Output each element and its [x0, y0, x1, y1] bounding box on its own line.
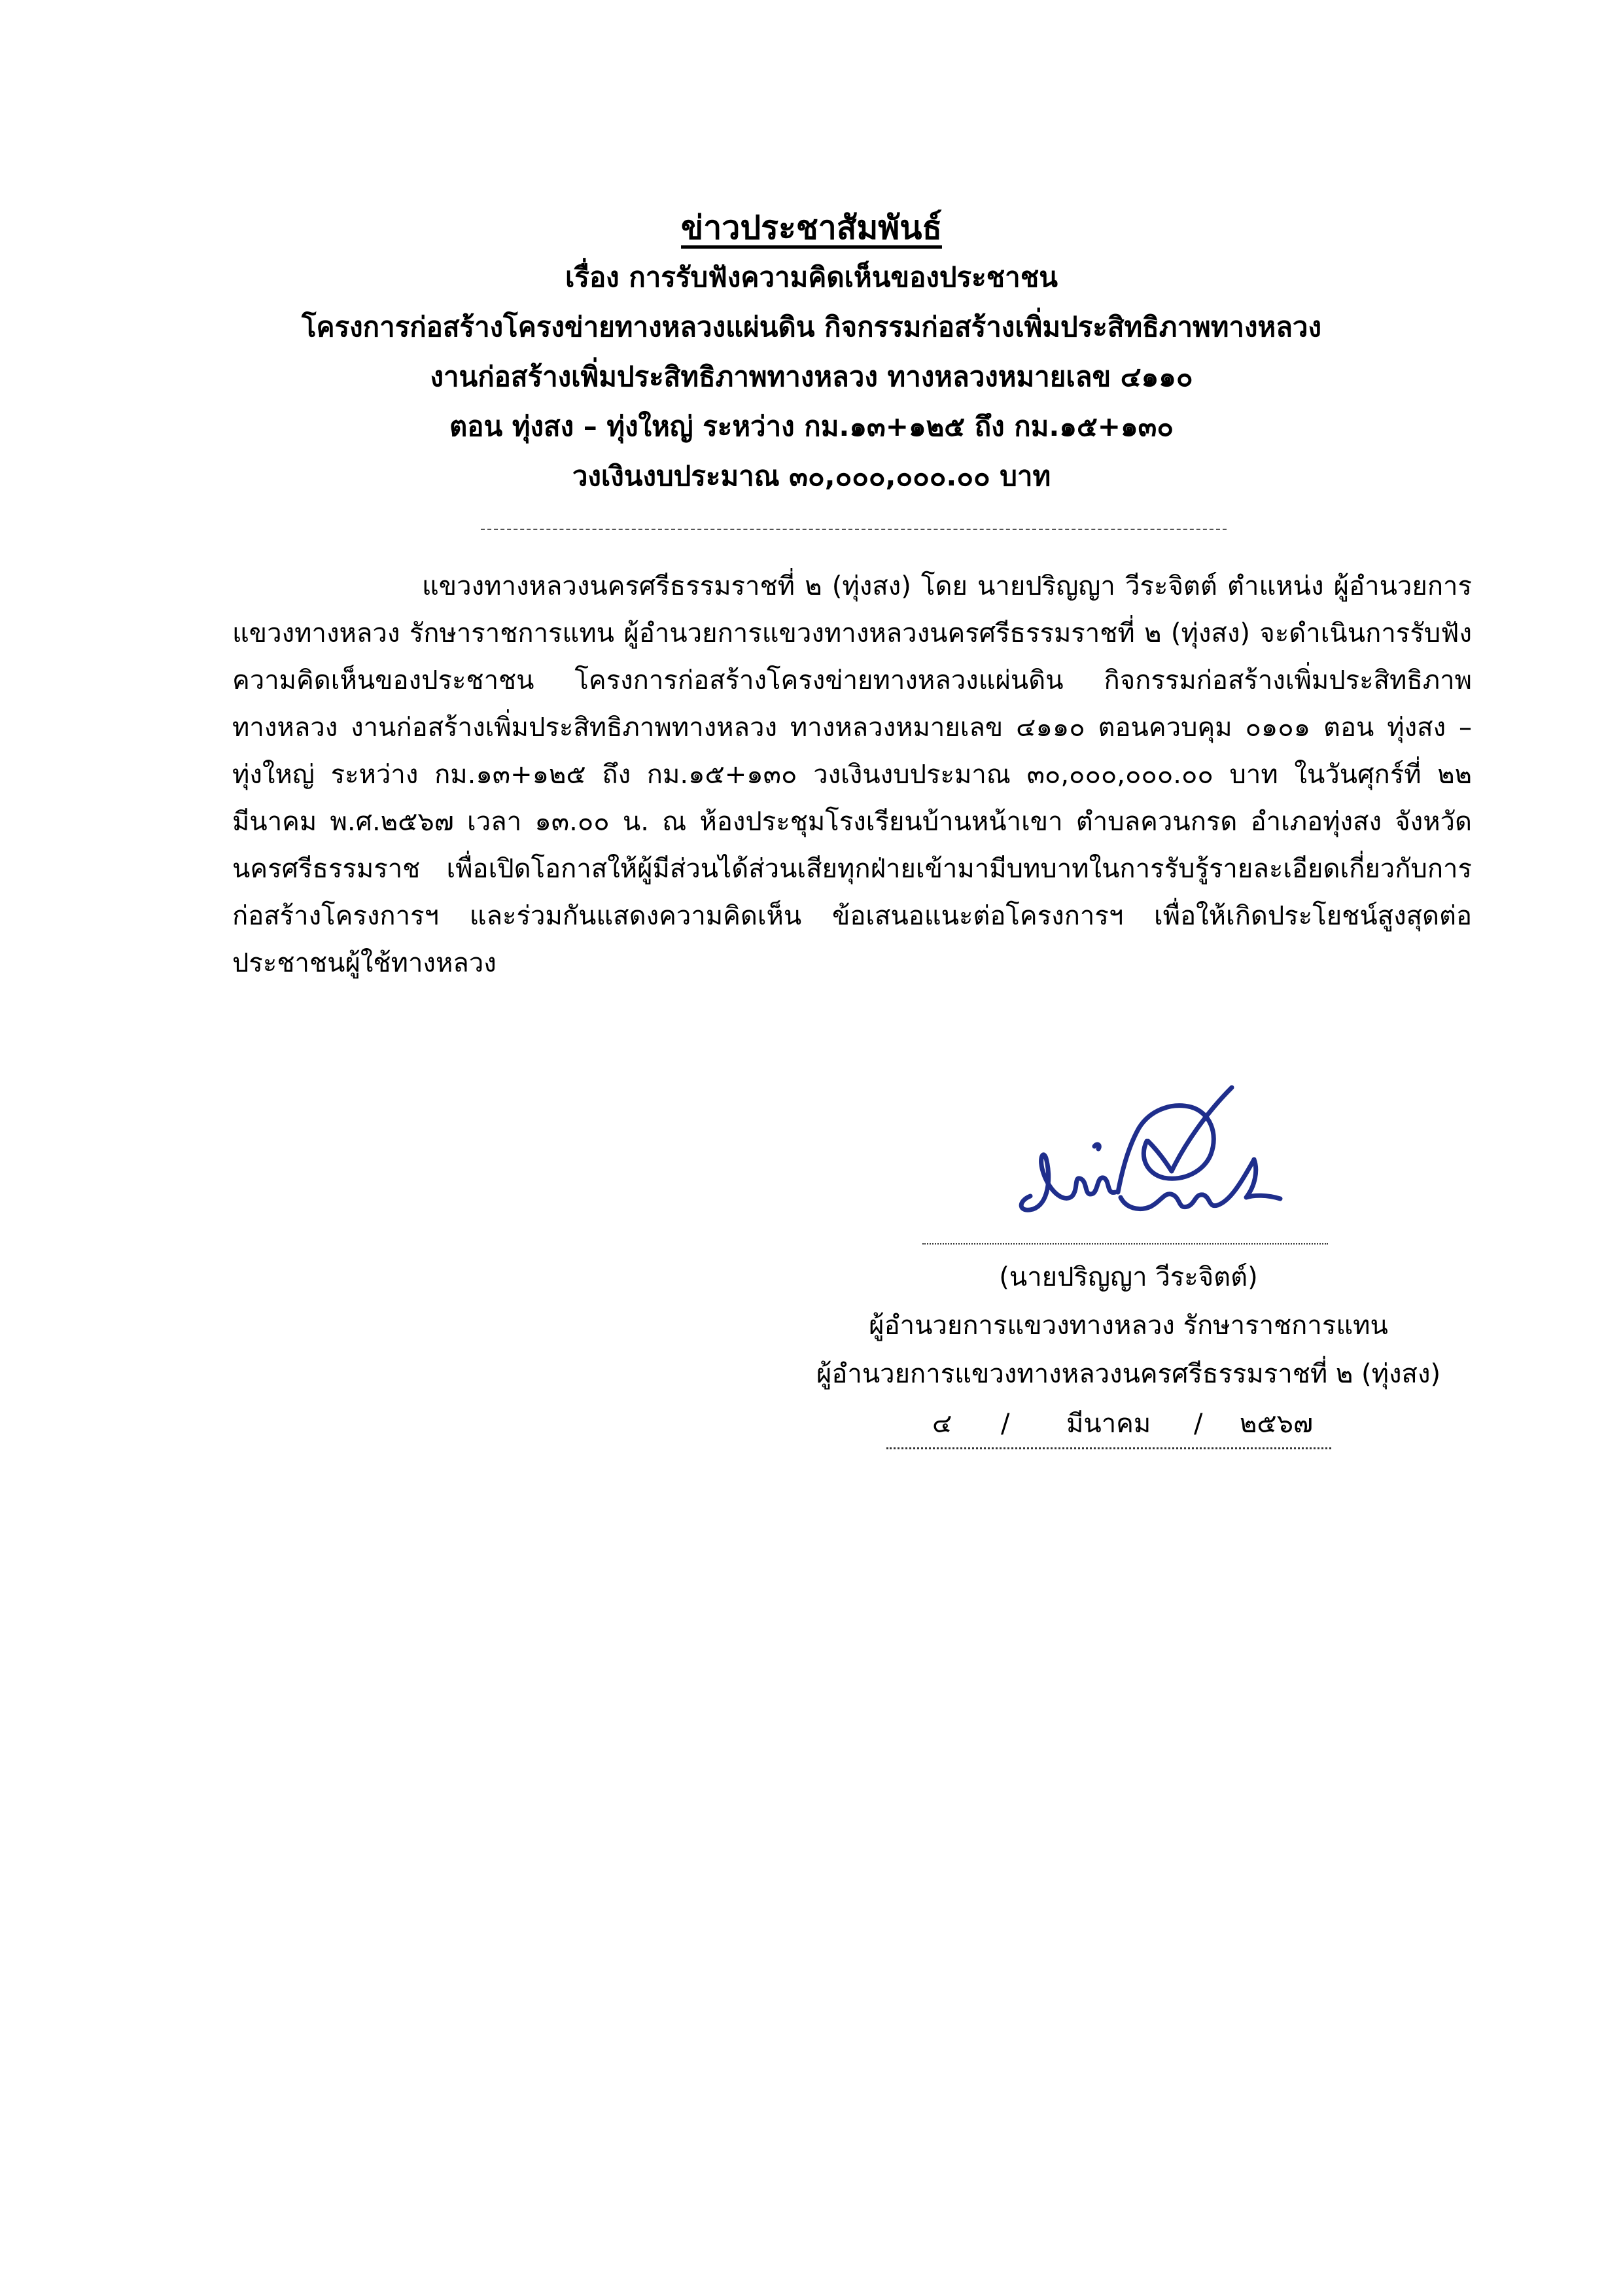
announcement-body — [232, 563, 1472, 987]
date-day: ๔ — [932, 1409, 952, 1439]
signatory-name: (นายปริญญา วีระจิตต์) — [999, 1262, 1258, 1292]
header-divider — [481, 529, 1227, 530]
budget-line: วงเงินงบประมาณ ๓๐,๐๐๐,๐๐๐.๐๐ บาท — [572, 460, 1051, 492]
date-month: มีนาคม — [1066, 1409, 1151, 1439]
section-line: ตอน ทุ่งสง – ทุ่งใหญ่ ระหว่าง กม.๑๓+๑๒๕ ถึง กม.๑๕+๑๓๐ — [449, 410, 1174, 442]
handwritten-signature-icon — [1011, 1073, 1285, 1230]
announcement-paragraph: แขวงทางหลวงนครศรีธรรมราชที่ ๒ (ทุ่งสง) โดย นายปริญญา วีระจิตต์ ตำแหน่ง ผู้อำนวยการแขวงทางหลวง รักษาราชการแทน ผู้อำนวยการแขวงทางหลวงนครศรีธรรมราชที่ ๒ (ทุ่งสง) จะดำเนินการรับฟังความคิดเห็นของประชาชน โครงการก่อสร้างโครงข่ายทางหลวงแผ่นดิน กิจกรรมก่อสร้างเพิ่มประสิทธิภาพทางหลวง งานก่อสร้างเพิ่มประสิทธิภาพทางหลวง ทางหลวงหมายเลข ๔๑๑๐ ตอนควบคุม ๐๑๐๑ ตอน ทุ่งสง – ทุ่งใหญ่ ระหว่าง กม.๑๓+๑๒๕ ถึง กม.๑๕+๑๓๐ วงเงินงบประมาณ ๓๐,๐๐๐,๐๐๐.๐๐ บาท ในวันศุกร์ที่ ๒๒ มีนาคม พ.ศ.๒๕๖๗ เวลา ๑๓.๐๐ น. ณ ห้องประชุมโรงเรียนบ้านหน้าเขา ตำบลควนกรด อำเภอทุ่งสง จังหวัดนครศรีธรรมราช เพื่อเปิดโอกาสให้ผู้มีส่วนได้ส่วนเสียทุกฝ่ายเข้ามามีบทบาทในการรับรู้รายละเอียดเกี่ยวกับการก่อสร้างโครงการฯ และร่วมกันแสดงความคิดเห็น ข้อเสนอแนะต่อโครงการฯ เพื่อให้เกิดประโยชน์สูงสุดต่อประชาชนผู้ใช้ทางหลวง — [232, 571, 1472, 978]
signatory-position-line-2: ผู้อำนวยการแขวงทางหลวงนครศรีธรรมราชที่ ๒ (ทุ่งสง) — [816, 1359, 1441, 1389]
date-separator-1: / — [1001, 1409, 1010, 1439]
signing-date — [886, 1400, 1331, 1449]
subject-line: เรื่อง การรับฟังความคิดเห็นของประชาชน — [565, 261, 1058, 293]
document-header — [0, 203, 1623, 501]
signatory-block — [765, 1253, 1492, 1398]
date-separator-2: / — [1194, 1409, 1203, 1439]
signatory-position-line-1: ผู้อำนวยการแขวงทางหลวง รักษาราชการแทน — [869, 1311, 1388, 1341]
work-line: งานก่อสร้างเพิ่มประสิทธิภาพทางหลวง ทางหลวงหมายเลข ๔๑๑๐ — [430, 361, 1193, 393]
date-year: ๒๕๖๗ — [1240, 1409, 1314, 1439]
project-line: โครงการก่อสร้างโครงข่ายทางหลวงแผ่นดิน กิจกรรมก่อสร้างเพิ่มประสิทธิภาพทางหลวง — [301, 311, 1322, 343]
signature-line — [922, 1243, 1328, 1245]
document-title: ข่าวประชาสัมพันธ์ — [681, 209, 942, 247]
